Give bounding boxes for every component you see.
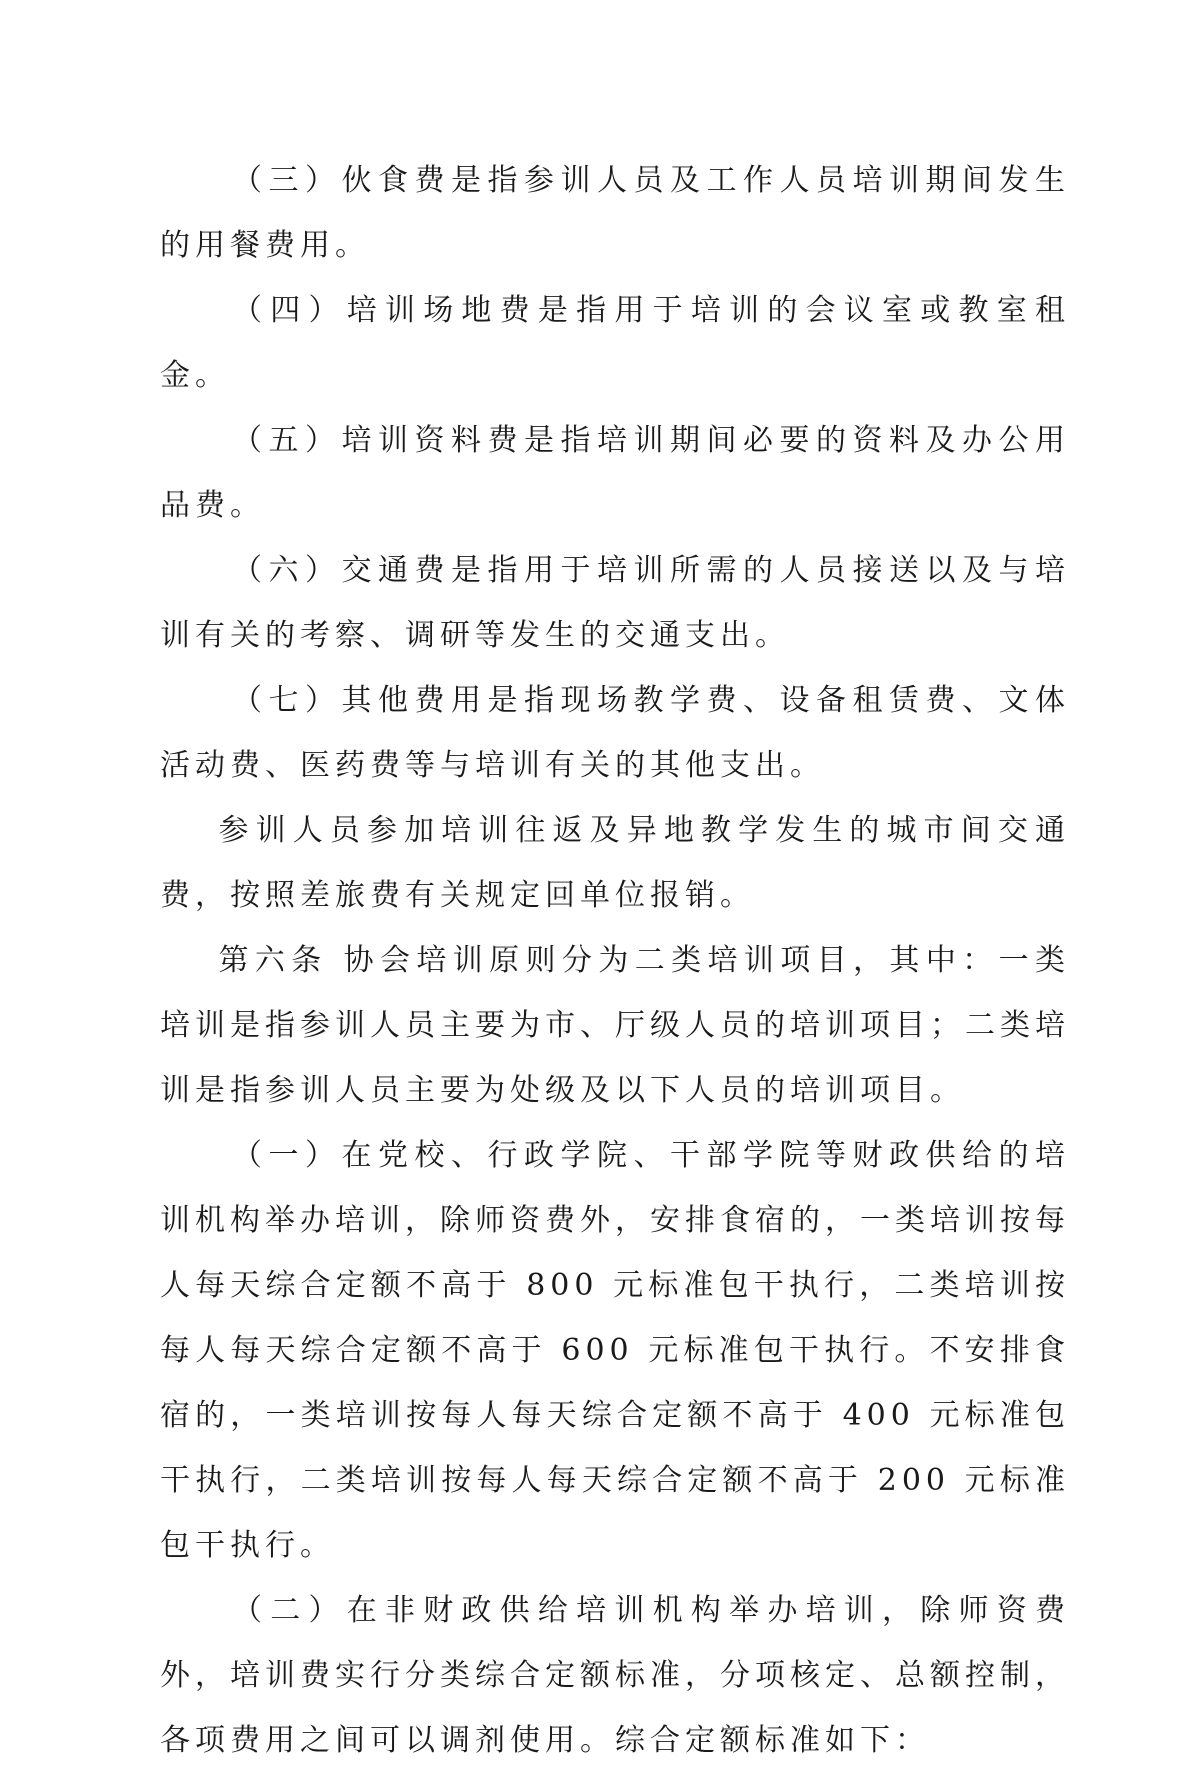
paragraph-non-fiscal-institutions: （二）在非财政供给培训机构举办培训，除师资费外，培训费实行分类综合定额标准，分项核定、总额控制，各项费用之间可以调剂使用。综合定额标准如下：	[160, 1593, 1070, 1758]
document-body	[160, 148, 1070, 1773]
paragraph-fiscal-institutions: （一）在党校、行政学院、干部学院等财政供给的培训机构举办培训，除师资费外，安排食宿的，一类培训按每人每天综合定额不高于 800 元标准包干执行，二类培训按每人每天综合定额不高于 600 元标准包干执行。不安排食宿的，一类培训按每人每天综合定额不高于 400 元标准包干执行，二类培训按每人每天综合定额不高于 200 元标准包干执行。	[160, 1138, 1070, 1563]
paragraph-article-six: 第六条 协会培训原则分为二类培训项目，其中：一类培训是指参训人员主要为市、厅级人员的培训项目；二类培训是指参训人员主要为处级及以下人员的培训项目。	[160, 943, 1070, 1108]
paragraph-other-fees: （七）其他费用是指现场教学费、设备租赁费、文体活动费、医药费等与培训有关的其他支出。	[160, 683, 1070, 783]
paragraph-transport-fee: （六）交通费是指用于培训所需的人员接送以及与培训有关的考察、调研等发生的交通支出。	[160, 553, 1070, 653]
paragraph-materials-fee: （五）培训资料费是指培训期间必要的资料及办公用品费。	[160, 423, 1070, 523]
paragraph-intercity-travel: 参训人员参加培训往返及异地教学发生的城市间交通费，按照差旅费有关规定回单位报销。	[160, 813, 1070, 913]
paragraph-meal-fee: （三）伙食费是指参训人员及工作人员培训期间发生的用餐费用。	[160, 163, 1070, 263]
paragraph-venue-fee: （四）培训场地费是指用于培训的会议室或教室租金。	[160, 293, 1070, 393]
